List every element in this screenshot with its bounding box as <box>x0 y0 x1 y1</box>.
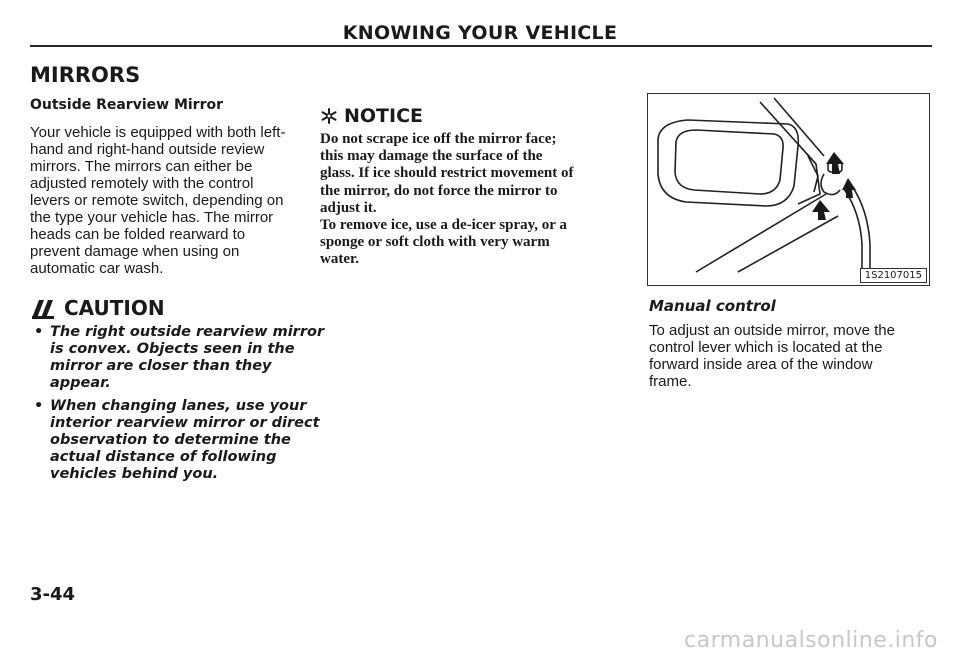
caution-line: is convex. Objects seen in the <box>50 341 295 357</box>
subsection-heading: Outside Rearview Mirror <box>30 97 223 113</box>
caution-item <box>30 324 330 392</box>
body-line: adjusted remotely with the control <box>30 175 254 192</box>
notice-line: the mirror, do not force the mirror to <box>320 182 558 199</box>
caution-line: actual distance of following <box>50 449 277 465</box>
caution-heading <box>30 296 165 320</box>
notice-line: To remove ice, use a de-icer spray, or a <box>320 217 567 234</box>
notice-star-icon <box>320 107 338 125</box>
notice-text <box>320 131 610 269</box>
caution-line: mirror are closer than they <box>50 358 272 374</box>
body-line: Your vehicle is equipped with both left- <box>30 124 286 141</box>
caution-line: The right outside rearview mirror <box>50 324 325 340</box>
header-divider <box>30 45 932 47</box>
manual-line: control lever which is located at the <box>649 339 883 356</box>
manual-line: frame. <box>649 373 692 390</box>
caution-line: observation to determine the <box>50 432 291 448</box>
page-number: 3-44 <box>30 584 76 605</box>
watermark: carmanualsonline.info <box>684 628 938 653</box>
caution-item <box>30 398 330 483</box>
body-line: automatic car wash. <box>30 260 164 277</box>
body-line: prevent damage when using on <box>30 243 240 260</box>
caution-line: appear. <box>50 375 111 391</box>
figure-code: 1S2107015 <box>860 268 927 283</box>
bullet: • <box>34 398 44 414</box>
caution-line: When changing lanes, use your <box>50 398 307 414</box>
body-line: heads can be folded rearward to <box>30 226 246 243</box>
notice-heading <box>320 105 423 127</box>
section-title: MIRRORS <box>30 63 141 87</box>
notice-line: this may damage the surface of the <box>320 148 543 165</box>
caution-label: CAUTION <box>64 296 165 320</box>
body-line: mirrors. The mirrors can either be <box>30 158 253 175</box>
page-header-title: KNOWING YOUR VEHICLE <box>342 22 618 44</box>
body-line: hand and right-hand outside review <box>30 141 265 158</box>
mirror-description <box>30 124 330 277</box>
caution-icon <box>30 296 56 320</box>
body-line: the type your vehicle has. The mirror <box>30 209 274 226</box>
manual-control-text <box>649 322 939 390</box>
body-line: levers or remote switch, depending on <box>30 192 284 209</box>
manual-line: forward inside area of the window <box>649 356 873 373</box>
caution-line: vehicles behind you. <box>50 466 219 482</box>
caution-list <box>30 324 330 489</box>
notice-line: Do not scrape ice off the mirror face; <box>320 131 557 147</box>
notice-line: water. <box>320 251 360 268</box>
manual-line: To adjust an outside mirror, move the <box>649 322 895 339</box>
manual-control-heading: Manual control <box>649 297 776 315</box>
mirror-drawing <box>648 94 928 284</box>
notice-line: adjust it. <box>320 199 377 216</box>
mirror-illustration <box>647 93 930 286</box>
notice-label: NOTICE <box>344 105 424 127</box>
notice-line: sponge or soft cloth with very warm <box>320 234 550 251</box>
caution-line: interior rearview mirror or direct <box>50 415 320 431</box>
notice-line: glass. If ice should restrict movement of <box>320 165 574 182</box>
bullet: • <box>34 324 44 340</box>
